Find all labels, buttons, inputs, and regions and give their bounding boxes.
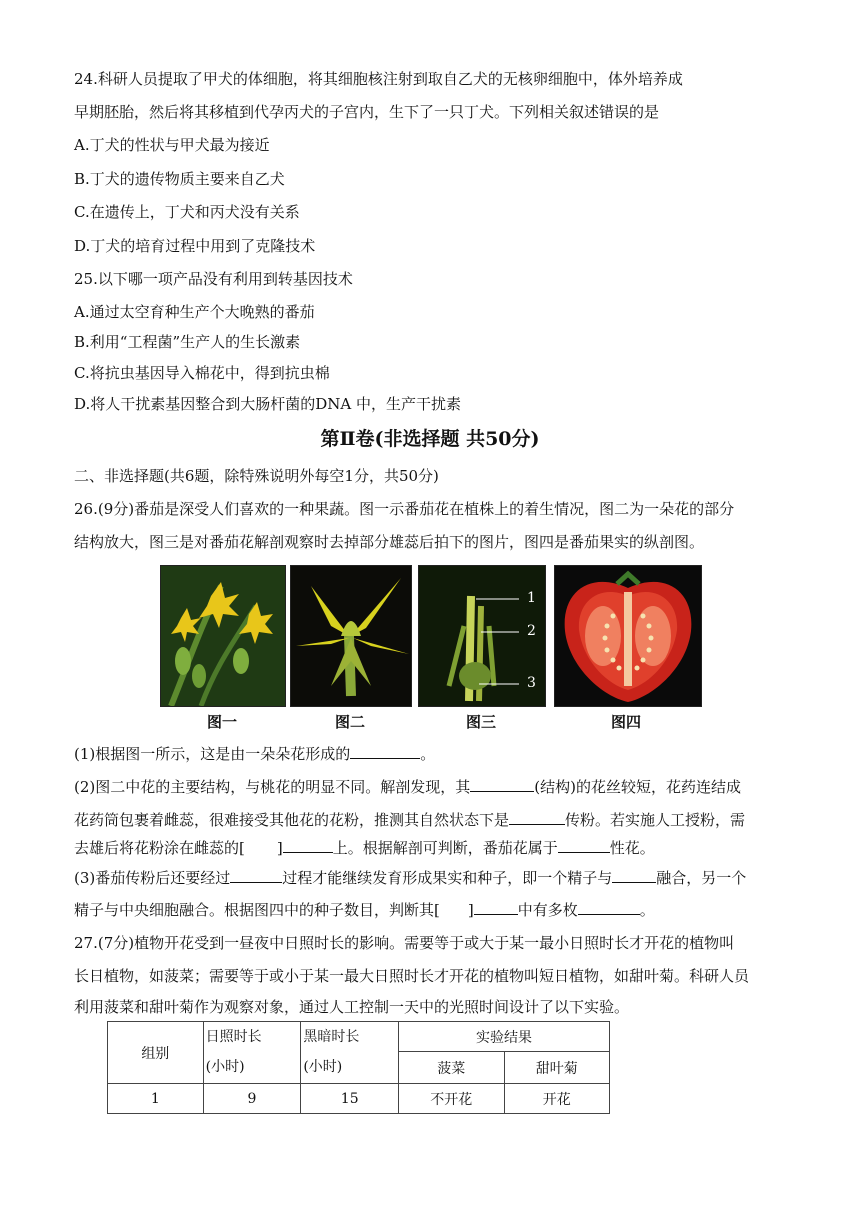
q26-part3-text: 过程才能继续发育形成果实和种子，即一个精子与 [282, 869, 613, 887]
q25-option-a: A.通过太空育种生产个大晚熟的番茄 [74, 303, 315, 321]
q26-part2-text: 花药筒包裹着雌蕊，很难接受其他花的花粉，推测其自然状态下是 [74, 811, 510, 829]
header-dark-line2: (小时) [303, 1059, 343, 1075]
q26-part3-line2 [74, 899, 655, 921]
q27-stem-line1: 27.(7分)植物开花受到一昼夜中日照时长的影响。需要等于或大于某一最小日照时长才开花的植物叫 [74, 934, 735, 952]
figure-3-label-3: 3 [527, 675, 536, 691]
header-light-line2: (小时) [205, 1059, 245, 1075]
section-note: 二、非选择题(共6题，除特殊说明外每空1分，共50分) [74, 467, 439, 485]
q24-stem-line2: 早期胚胎，然后将其移植到代孕丙犬的子宫内，生下了一只丁犬。下列相关叙述错误的是 [74, 103, 660, 121]
q26-part1-text-a: (1)根据图一所示，这是由一朵朵花形成的 [74, 745, 351, 763]
q26-part2-text: 传粉。若实施人工授粉，需 [565, 811, 746, 829]
q24-option-d: D.丁犬的培育过程中用到了克隆技术 [74, 237, 316, 255]
answer-blank[interactable] [470, 776, 534, 792]
q26-part3-text: ] [467, 901, 474, 919]
figure-3-caption: 图三 [465, 713, 496, 731]
q26-part2-line1 [74, 776, 741, 798]
cell-stevia: 开花 [504, 1084, 609, 1114]
answer-blank[interactable] [558, 837, 610, 853]
q25-option-c: C.将抗虫基因导入棉花中，得到抗虫棉 [74, 364, 330, 382]
answer-blank[interactable] [474, 899, 518, 915]
cell-group: 1 [108, 1084, 204, 1114]
header-light-line1: 日照时长 [205, 1029, 262, 1045]
answer-blank[interactable] [350, 743, 420, 759]
q24-stem-line1: 24.科研人员提取了甲犬的体细胞，将其细胞核注射到取自乙犬的无核卵细胞中，体外培养成 [74, 70, 683, 88]
q27-stem-line2: 长日植物，如菠菜；需要等于或小于某一最大日照时长才开花的植物叫短日植物，如甜叶菊。科研人员 [74, 967, 750, 985]
q25-option-d: D.将人干扰素基因整合到大肠杆菌的DNA 中，生产干扰素 [74, 395, 462, 413]
answer-blank[interactable] [509, 809, 565, 825]
header-spinach: 菠菜 [399, 1052, 504, 1084]
q24-option-c: C.在遗传上，丁犬和丙犬没有关系 [74, 203, 300, 221]
figure-1-image [160, 565, 286, 707]
q26-part2-text: 上。根据解剖可判断，番茄花属于 [332, 839, 558, 857]
answer-blank[interactable] [612, 867, 656, 883]
header-stevia: 甜叶菊 [504, 1052, 609, 1084]
figure-4-image [554, 565, 702, 707]
q24-option-a: A.丁犬的性状与甲犬最为接近 [74, 136, 270, 154]
q26-part3-text: 融合，另一个 [656, 869, 747, 887]
experiment-table [107, 1021, 610, 1114]
q26-part2-text: 性花。 [609, 839, 655, 857]
q26-part3-text: (3)番茄传粉后还要经过 [74, 869, 231, 887]
q26-stem-line2: 结构放大，图三是对番茄花解剖观察时去掉部分雄蕊后拍下的图片，图四是番茄果实的纵剖图。 [74, 533, 705, 551]
q24-option-b: B.丁犬的遗传物质主要来自乙犬 [74, 170, 285, 188]
q26-part2-text: (2)图二中花的主要结构，与桃花的明显不同。解剖发现，其 [74, 778, 471, 796]
cell-light: 9 [203, 1084, 301, 1114]
figure-3-image [418, 565, 546, 707]
q25-stem: 25.以下哪一项产品没有利用到转基因技术 [74, 270, 353, 288]
q26-part1 [74, 743, 435, 765]
cell-dark: 15 [301, 1084, 399, 1114]
q26-part2-line2 [74, 809, 745, 831]
q26-part2-line3 [74, 837, 655, 859]
q26-stem-line1: 26.(9分)番茄是深受人们喜欢的一种果蔬。图一示番茄花在植株上的着生情况，图二为一朵花的部分 [74, 500, 735, 518]
figure-1-caption: 图一 [206, 713, 237, 731]
q26-part1-text-b: 。 [420, 745, 436, 763]
header-result: 实验结果 [399, 1022, 610, 1052]
figure-panel [160, 565, 700, 735]
answer-blank[interactable] [578, 899, 640, 915]
section-title: 第Ⅱ卷(非选择题 共50分) [320, 428, 540, 450]
figure-3-label-1: 1 [527, 590, 536, 606]
figure-2-image [290, 565, 412, 707]
q26-part3-text: 中有多枚 [517, 901, 578, 919]
answer-blank[interactable] [230, 867, 282, 883]
q26-part2-text: (结构)的花丝较短，花药连结成 [534, 778, 741, 796]
cell-spinach: 不开花 [399, 1084, 504, 1114]
table-row [108, 1084, 610, 1114]
q26-part2-text: 去雄后将花粉涂在雌蕊的[ [74, 839, 245, 857]
header-dark-line1: 黑暗时长 [303, 1029, 360, 1045]
q26-part3-text: 精子与中央细胞融合。根据图四中的种子数目，判断其[ [74, 901, 440, 919]
figure-2-caption: 图二 [334, 713, 365, 731]
figure-3-label-2: 2 [527, 623, 536, 639]
answer-blank[interactable] [283, 837, 333, 853]
figure-4-caption: 图四 [610, 713, 641, 731]
q26-part3-text: 。 [639, 901, 655, 919]
q27-stem-line3: 利用菠菜和甜叶菊作为观察对象，通过人工控制一天中的光照时间设计了以下实验。 [74, 998, 630, 1016]
q25-option-b: B.利用“工程菌”生产人的生长激素 [74, 333, 301, 351]
q26-part2-text: ] [276, 839, 283, 857]
header-light [203, 1022, 301, 1084]
q26-part3-line1 [74, 867, 746, 889]
header-dark [301, 1022, 399, 1084]
header-group: 组别 [108, 1022, 204, 1084]
